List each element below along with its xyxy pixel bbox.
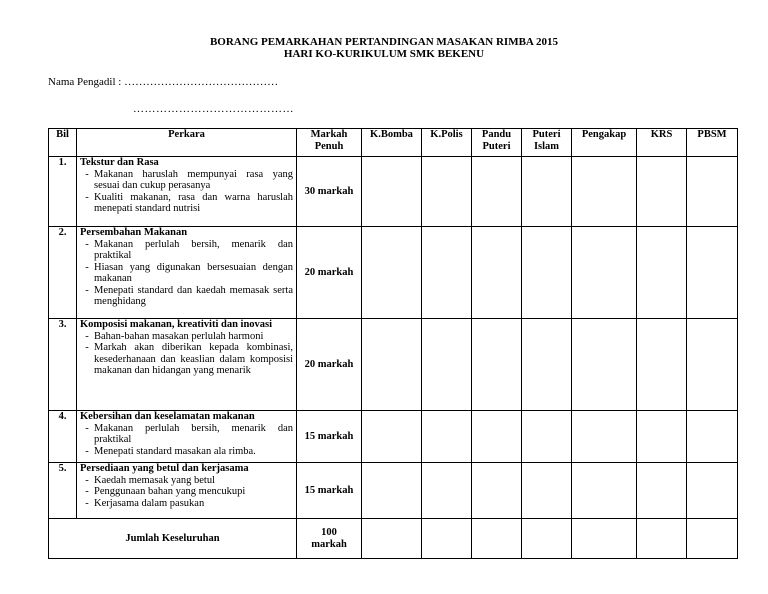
criteria-item: - Kualiti makanan, rasa dan warna haruslah menepati standard nutrisi [85, 191, 293, 214]
criteria-item: - Kerjasama dalam pasukan [85, 497, 205, 509]
score-cell[interactable] [687, 411, 738, 463]
col-k-bomba: K.Bomba [362, 129, 422, 157]
score-cell[interactable] [687, 463, 738, 519]
score-cell[interactable] [362, 411, 422, 463]
score-cell[interactable] [572, 411, 637, 463]
score-cell[interactable] [362, 319, 422, 411]
total-marks: 100 markah [297, 519, 362, 559]
criteria-heading: Kebersihan dan keselamatan makanan [80, 411, 255, 422]
total-score-cell[interactable] [362, 519, 422, 559]
criteria-row [49, 411, 738, 463]
score-cell[interactable] [522, 319, 572, 411]
criteria-description [77, 319, 297, 411]
score-cell[interactable] [637, 463, 687, 519]
score-cell[interactable] [572, 463, 637, 519]
score-cell[interactable] [572, 319, 637, 411]
full-marks: 20 markah [297, 227, 362, 319]
full-marks: 15 markah [297, 411, 362, 463]
total-score-cell[interactable] [637, 519, 687, 559]
criteria-number: 1. [49, 157, 77, 227]
score-cell[interactable] [472, 319, 522, 411]
col-perkara: Perkara [77, 129, 297, 157]
criteria-number: 5. [49, 463, 77, 519]
criteria-item: - Markah akan diberikan kepada kombinasi, kesederhanaan dan keaslian dalam komposisi makanan dan hidangan yang menarik [85, 342, 293, 376]
score-cell[interactable] [362, 463, 422, 519]
criteria-heading: Persembahan Makanan [80, 227, 188, 238]
criteria-heading: Tekstur dan Rasa [80, 157, 159, 168]
score-table [48, 128, 738, 559]
judge-name-dots-line2: …………………………………… [133, 103, 294, 115]
score-cell[interactable] [687, 157, 738, 227]
score-cell[interactable] [572, 157, 637, 227]
score-cell[interactable] [422, 319, 472, 411]
col-krs: KRS [637, 129, 687, 157]
total-score-cell[interactable] [422, 519, 472, 559]
score-cell[interactable] [362, 227, 422, 319]
full-marks: 30 markah [297, 157, 362, 227]
criteria-number: 2. [49, 227, 77, 319]
score-cell[interactable] [472, 227, 522, 319]
col-puteri-islam: Puteri Islam [522, 129, 572, 157]
total-score-cell[interactable] [522, 519, 572, 559]
criteria-heading: Komposisi makanan, kreativiti dan inovasi [80, 319, 273, 330]
col-bil: Bil [49, 129, 77, 157]
form-title: BORANG PEMARKAHAN PERTANDINGAN MASAKAN RIMBA 2015 [209, 36, 559, 48]
full-marks: 15 markah [297, 463, 362, 519]
criteria-item: - Kaedah memasak yang betul [85, 474, 215, 486]
score-cell[interactable] [472, 157, 522, 227]
criteria-item: - Menepati standard dan kaedah memasak serta menghidang [85, 284, 293, 307]
score-cell[interactable] [687, 227, 738, 319]
score-cell[interactable] [637, 411, 687, 463]
total-score-cell[interactable] [687, 519, 738, 559]
col-pengakap: Pengakap [572, 129, 637, 157]
criteria-item: - Bahan-bahan masakan perlulah harmoni [85, 330, 264, 342]
score-cell[interactable] [422, 411, 472, 463]
score-cell[interactable] [687, 319, 738, 411]
criteria-item: - Penggunaan bahan yang mencukupi [85, 486, 246, 497]
score-cell[interactable] [472, 411, 522, 463]
criteria-item: - Menepati standard masakan ala rimba. [85, 445, 256, 457]
criteria-description [77, 463, 297, 519]
header-row [49, 129, 738, 157]
criteria-description [77, 411, 297, 463]
criteria-row [49, 319, 738, 411]
score-cell[interactable] [472, 463, 522, 519]
total-score-cell[interactable] [572, 519, 637, 559]
score-cell[interactable] [522, 411, 572, 463]
score-cell[interactable] [522, 157, 572, 227]
judge-name-dots: …………………………………… [124, 76, 279, 88]
score-cell[interactable] [522, 227, 572, 319]
judge-name-field[interactable] [48, 76, 278, 88]
score-cell[interactable] [362, 157, 422, 227]
criteria-item: - Hiasan yang digunakan bersesuaian dengan makanan [85, 261, 293, 284]
criteria-description [77, 157, 297, 227]
criteria-description [77, 227, 297, 319]
col-pandu-puteri: Pandu Puteri [472, 129, 522, 157]
total-label: Jumlah Keseluruhan [49, 519, 297, 559]
score-cell[interactable] [637, 157, 687, 227]
score-cell[interactable] [637, 227, 687, 319]
score-cell[interactable] [572, 227, 637, 319]
criteria-item: - Makanan perlulah bersih, menarik dan praktikal [85, 422, 293, 445]
judge-name-label: Nama Pengadil : [48, 76, 122, 88]
score-cell[interactable] [637, 319, 687, 411]
form-subtitle: HARI KO-KURIKULUM SMK BEKENU [283, 48, 485, 60]
col-pbsm: PBSM [687, 129, 738, 157]
score-cell[interactable] [422, 157, 472, 227]
criteria-item: - Makanan perlulah bersih, menarik dan praktikal [85, 238, 293, 261]
full-marks: 20 markah [297, 319, 362, 411]
criteria-row [49, 157, 738, 227]
score-cell[interactable] [422, 227, 472, 319]
criteria-number: 3. [49, 319, 77, 411]
criteria-row [49, 463, 738, 519]
criteria-item: - Makanan haruslah mempunyai rasa yang sesuai dan cukup perasanya [85, 168, 293, 191]
criteria-number: 4. [49, 411, 77, 463]
total-row [49, 519, 738, 559]
score-cell[interactable] [422, 463, 472, 519]
score-cell[interactable] [522, 463, 572, 519]
criteria-row [49, 227, 738, 319]
total-score-cell[interactable] [472, 519, 522, 559]
criteria-heading: Persediaan yang betul dan kerjasama [80, 463, 249, 474]
col-markah-penuh: Markah Penuh [297, 129, 362, 157]
col-k-polis: K.Polis [422, 129, 472, 157]
